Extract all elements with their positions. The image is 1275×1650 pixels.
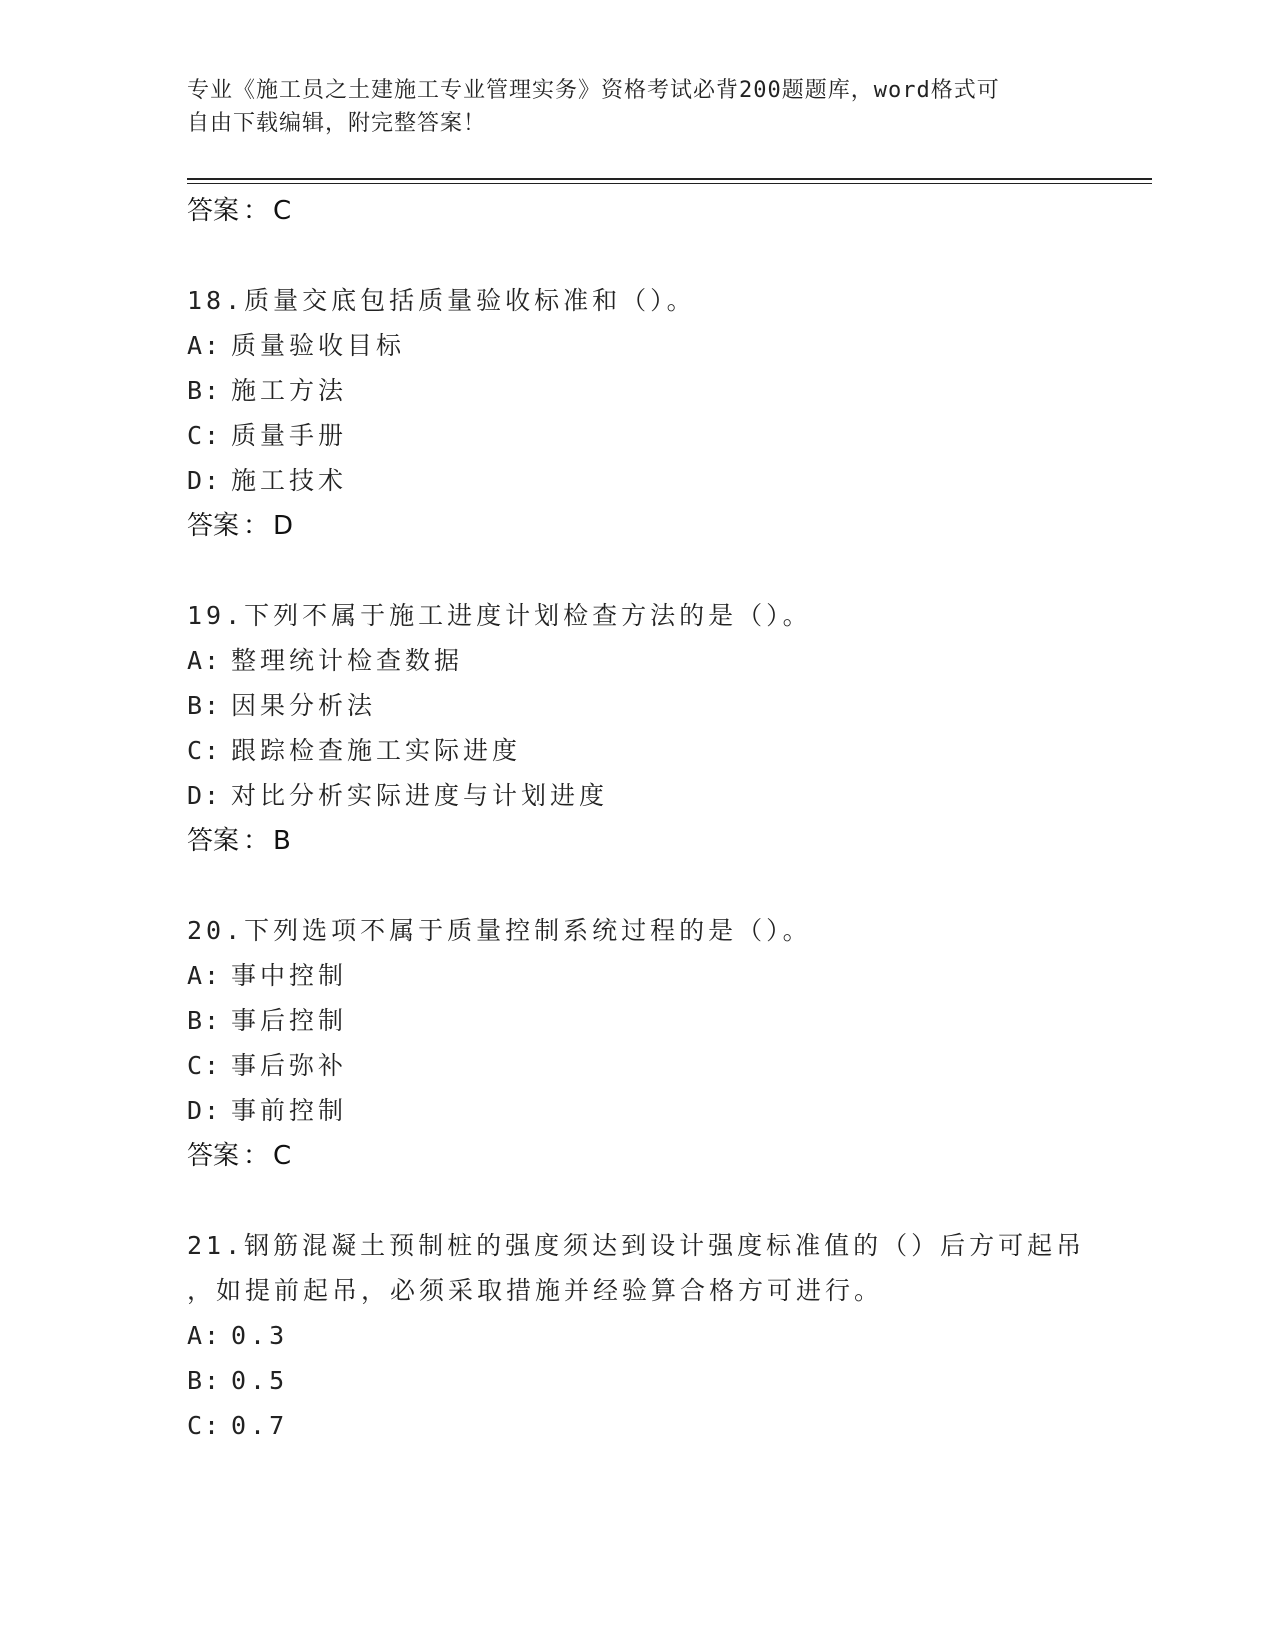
option-key: B:	[187, 1366, 222, 1395]
option-key: B:	[187, 691, 222, 720]
option-d	[187, 773, 1087, 818]
option-text: 事中控制	[231, 961, 348, 990]
option-key: A:	[187, 1321, 222, 1350]
question-gap	[187, 1179, 1087, 1223]
previous-answer	[187, 188, 1087, 234]
option-key: A:	[187, 961, 222, 990]
option-key: C:	[187, 421, 222, 450]
option-key: A:	[187, 331, 222, 360]
answer-separator: ：	[243, 511, 270, 541]
option-text: 0.5	[231, 1366, 289, 1395]
option-text: 施工技术	[231, 466, 348, 495]
option-a	[187, 1313, 1087, 1358]
answer-value: C	[273, 196, 292, 226]
question-answer	[187, 1133, 1087, 1179]
option-text: 跟踪检查施工实际进度	[231, 736, 522, 765]
question-stem-line-1: 21.钢筋混凝土预制桩的强度须达到设计强度标准值的（）后方可起吊	[187, 1231, 1086, 1260]
option-text: 施工方法	[231, 376, 348, 405]
option-b	[187, 683, 1087, 728]
option-text: 0.3	[231, 1321, 289, 1350]
header-line-2: 自由下载编辑，附完整答案！	[187, 111, 487, 136]
question-19	[187, 593, 1087, 864]
question-stem: 19.下列不属于施工进度计划检查方法的是（）。	[187, 601, 812, 630]
answer-label: 答案	[187, 1141, 240, 1171]
option-key: C:	[187, 1051, 222, 1080]
question-stem: 20.下列选项不属于质量控制系统过程的是（）。	[187, 916, 812, 945]
option-d	[187, 458, 1087, 503]
question-gap	[187, 864, 1087, 908]
option-a	[187, 323, 1087, 368]
option-b	[187, 368, 1087, 413]
question-gap	[187, 549, 1087, 593]
option-b	[187, 1358, 1087, 1403]
option-text: 质量验收目标	[231, 331, 406, 360]
option-text: 对比分析实际进度与计划进度	[231, 781, 609, 810]
answer-value: B	[273, 826, 291, 856]
header-line-1: 专业《施工员之土建施工专业管理实务》资格考试必背200题题库，word格式可	[187, 78, 1000, 103]
question-stem-line-2: ，如提前起吊，必须采取措施并经验算合格方可进行。	[187, 1276, 884, 1305]
answer-separator: ：	[243, 196, 270, 226]
option-key: B:	[187, 376, 222, 405]
header-rule-thick	[187, 178, 1152, 180]
question-answer	[187, 818, 1087, 864]
option-key: C:	[187, 736, 222, 765]
option-key: D:	[187, 466, 222, 495]
option-text: 整理统计检查数据	[231, 646, 464, 675]
option-c	[187, 1403, 1087, 1448]
answer-label: 答案	[187, 196, 240, 226]
answer-separator: ：	[243, 826, 270, 856]
option-text: 事后控制	[231, 1006, 348, 1035]
option-text: 质量手册	[231, 421, 348, 450]
answer-value: C	[273, 1141, 292, 1171]
answer-separator: ：	[243, 1141, 270, 1171]
answer-label: 答案	[187, 511, 240, 541]
option-key: D:	[187, 781, 222, 810]
question-gap	[187, 234, 1087, 278]
header-rule-thin	[187, 183, 1152, 184]
option-text: 事后弥补	[231, 1051, 348, 1080]
option-b	[187, 998, 1087, 1043]
option-text: 0.7	[231, 1411, 289, 1440]
option-a	[187, 953, 1087, 998]
question-20	[187, 908, 1087, 1179]
option-key: B:	[187, 1006, 222, 1035]
option-key: A:	[187, 646, 222, 675]
question-stem: 18.质量交底包括质量验收标准和（）。	[187, 286, 696, 315]
option-key: D:	[187, 1096, 222, 1125]
answer-label: 答案	[187, 826, 240, 856]
option-c	[187, 728, 1087, 773]
document-header	[187, 74, 1087, 140]
question-list	[187, 188, 1087, 1448]
question-answer	[187, 503, 1087, 549]
option-a	[187, 638, 1087, 683]
answer-value: D	[273, 511, 294, 541]
option-key: C:	[187, 1411, 222, 1440]
option-text: 因果分析法	[231, 691, 377, 720]
option-text: 事前控制	[231, 1096, 348, 1125]
option-c	[187, 413, 1087, 458]
question-21	[187, 1223, 1087, 1448]
option-d	[187, 1088, 1087, 1133]
option-c	[187, 1043, 1087, 1088]
question-18	[187, 278, 1087, 549]
